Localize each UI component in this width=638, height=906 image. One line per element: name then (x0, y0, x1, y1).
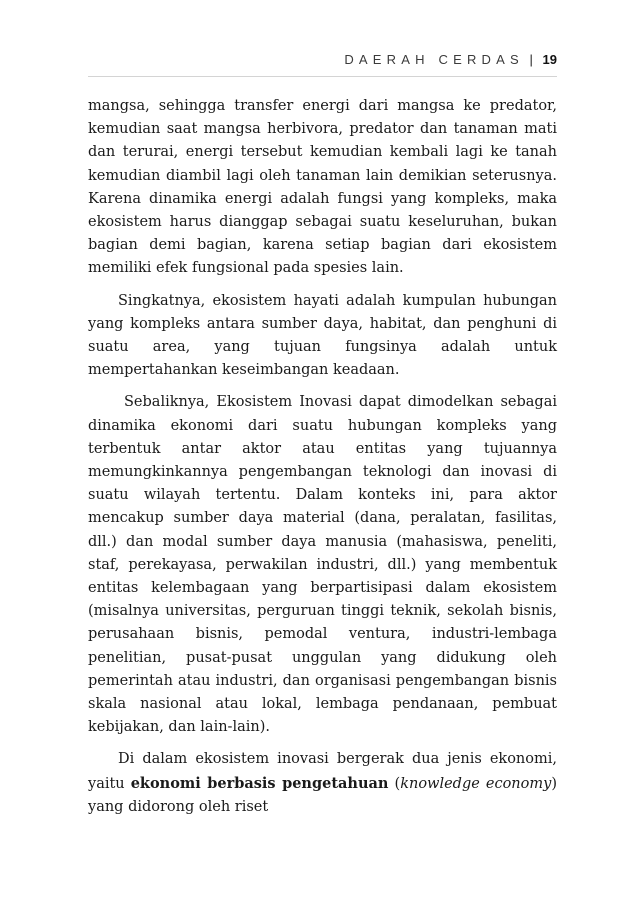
paragraph-4-open-paren: ( (388, 775, 401, 792)
paragraph-3: Sebaliknya, Ekosistem Inovasi dapat dimodelkan sebagai dinamika ekonomi dari suatu hubungan kompleks yang terbentuk antar aktor atau entitas yang tujuannya memungkinkannya pengembangan teknologi dan inovasi di suatu wilayah tertentu. Dalam konteks ini, para aktor mencakup sumber daya material (dana, peralatan, fasilitas, dll.) dan modal sumber daya manusia (mahasiswa, peneliti, staf, perekayasa, perwakilan industri, dll.) yang membentuk entitas kelembagaan yang berpartisipasi dalam ekosistem (misalnya universitas, perguruan tinggi teknik, sekolah bisnis, perusahaan bisnis, pemodal ventura, industri-lembaga penelitian, pusat-pusat unggulan yang didukung oleh pemerintah atau industri, dan organisasi pengembangan bisnis skala nasional atau lokal, lembaga pendanaan, pembuat kebijakan, dan lain-lain). (88, 394, 557, 736)
running-header (88, 52, 557, 67)
paragraph-4-lead: Di dalam ekosistem inovasi bergerak dua jenis ekonomi, yaitu (88, 751, 557, 792)
paragraph-1: mangsa, sehingga transfer energi dari mangsa ke predator, kemudian saat mangsa herbivora, predator dan tanaman mati dan terurai, energi tersebut kemudian kembali lagi ke tanah kemudian diambil lagi oleh tanaman lain demikian seterusnya. Karena dinamika energi adalah fungsi yang kompleks, maka ekosistem harus dianggap sebagai suatu keseluruhan, bukan bagian demi bagian, karena setiap bagian dari ekosistem memiliki efek fungsional pada spesies lain. (88, 98, 557, 277)
paragraph-2: Singkatnya, ekosistem hayati adalah kumpulan hubungan yang kompleks antara sumber daya, habitat, dan penghuni di suatu area, yang tujuan fungsinya adalah untuk mempertahankan keseimbangan keadaan. (88, 292, 557, 379)
page-number: 19 (542, 52, 557, 67)
term-knowledge-economy-en: knowledge economy (400, 775, 552, 792)
header-separator: | (529, 52, 533, 67)
page-body (88, 95, 557, 828)
running-title: DAERAH CERDAS (344, 52, 524, 67)
term-knowledge-economy-id: ekonomi berbasis pengetahuan (130, 774, 389, 792)
paragraph-4-tail: ) yang didorong oleh riset (88, 775, 557, 815)
header-divider (88, 76, 557, 77)
paragraph-4 (88, 748, 557, 819)
